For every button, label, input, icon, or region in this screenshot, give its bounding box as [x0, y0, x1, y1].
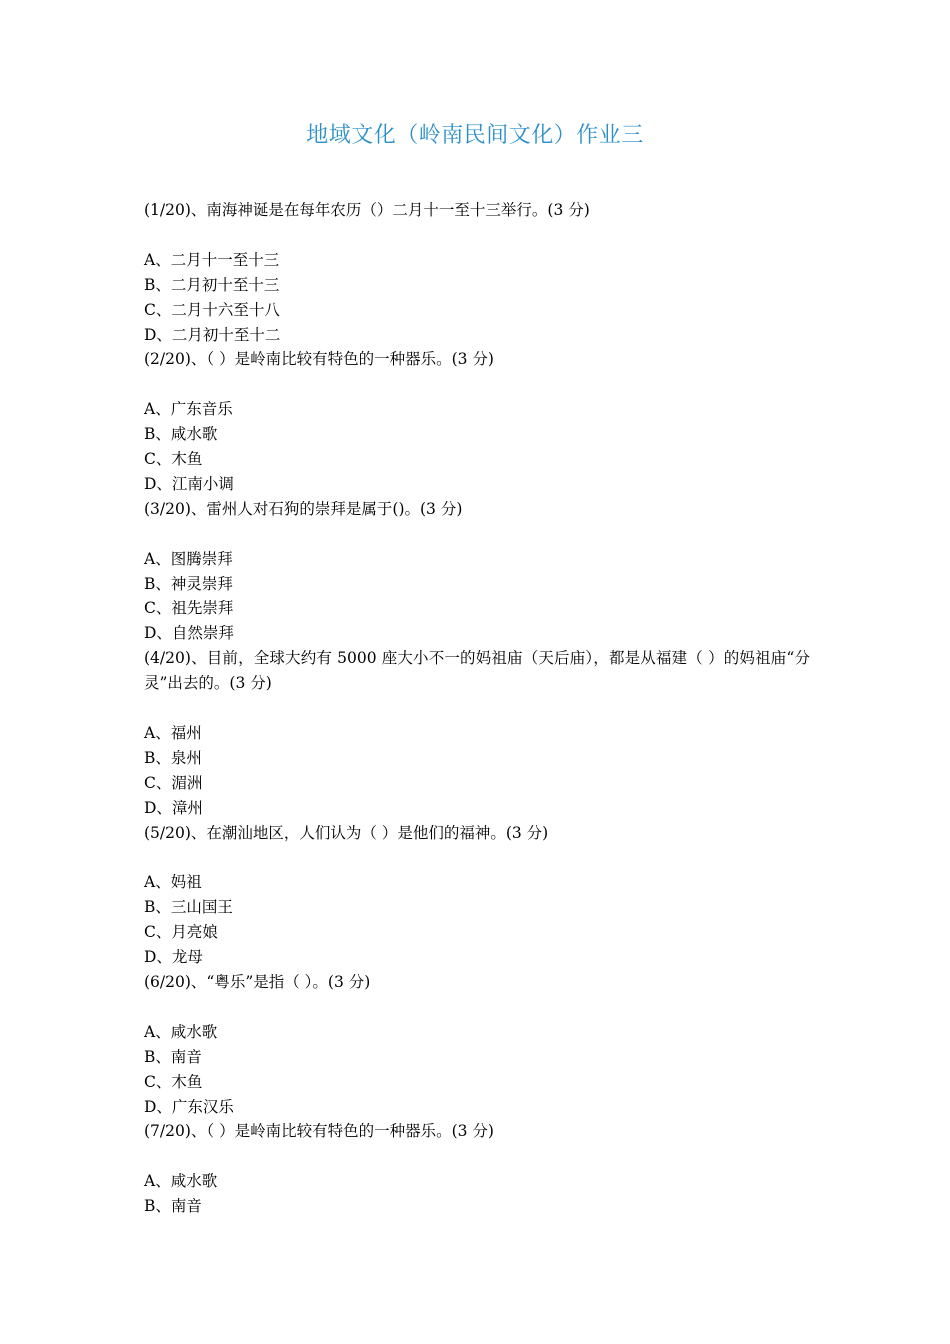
- question-item: [144, 970, 810, 1119]
- option-d: D、江南小调: [144, 474, 234, 493]
- option-a: A、福州: [144, 723, 202, 742]
- question-item: [144, 347, 810, 496]
- option-b: B、三山国王: [144, 898, 233, 917]
- option-d: D、漳州: [144, 798, 203, 817]
- question-text: (2/20)、（ ）是岭南比较有特色的一种器乐。(3 分): [144, 350, 494, 369]
- option-a: A、图腾崇拜: [144, 549, 233, 568]
- option-b: B、南音: [144, 1197, 202, 1216]
- option-c: C、湄洲: [144, 773, 203, 792]
- question-text: (5/20)、在潮汕地区，人们认为（ ）是他们的福神。(3 分): [144, 823, 549, 842]
- question-item: [144, 497, 810, 646]
- option-d: D、自然崇拜: [144, 624, 234, 643]
- question-item: [144, 1119, 810, 1219]
- question-item: [144, 646, 810, 820]
- option-c: C、木鱼: [144, 1072, 203, 1091]
- option-b: B、南音: [144, 1047, 202, 1066]
- question-text: (4/20)、目前，全球大约有 5000 座大小不一的妈祖庙（天后庙），都是从福建（ ）的妈祖庙“分灵”出去的。(3 分): [144, 649, 810, 693]
- question-text: (7/20)、（ ）是岭南比较有特色的一种器乐。(3 分): [144, 1122, 494, 1141]
- question-item: [144, 821, 810, 970]
- question-item: [144, 198, 810, 347]
- option-a: A、咸水歌: [144, 1022, 218, 1041]
- option-c: C、二月十六至十八: [144, 300, 280, 319]
- option-b: B、泉州: [144, 748, 202, 767]
- option-a: A、咸水歌: [144, 1172, 218, 1191]
- option-d: D、龙母: [144, 948, 203, 967]
- option-c: C、祖先崇拜: [144, 599, 234, 618]
- document-title: 地域文化（岭南民间文化）作业三: [306, 123, 644, 148]
- question-text: (6/20)、“粤乐”是指（ ）。(3 分): [144, 973, 371, 992]
- question-list: [144, 198, 810, 1219]
- option-c: C、木鱼: [144, 450, 203, 469]
- option-b: B、二月初十至十三: [144, 275, 280, 294]
- question-text: (3/20)、雷州人对石狗的崇拜是属于()。(3 分): [144, 499, 463, 518]
- option-a: A、妈祖: [144, 873, 202, 892]
- option-d: D、广东汉乐: [144, 1097, 234, 1116]
- option-d: D、二月初十至十二: [144, 325, 281, 344]
- question-text: (1/20)、南海神诞是在每年农历（）二月十一至十三举行。(3 分): [144, 201, 590, 219]
- option-b: B、咸水歌: [144, 425, 218, 444]
- option-b: B、神灵崇拜: [144, 574, 233, 593]
- option-c: C、月亮娘: [144, 923, 218, 942]
- option-a: A、二月十一至十三: [144, 250, 280, 269]
- option-a: A、广东音乐: [144, 400, 233, 419]
